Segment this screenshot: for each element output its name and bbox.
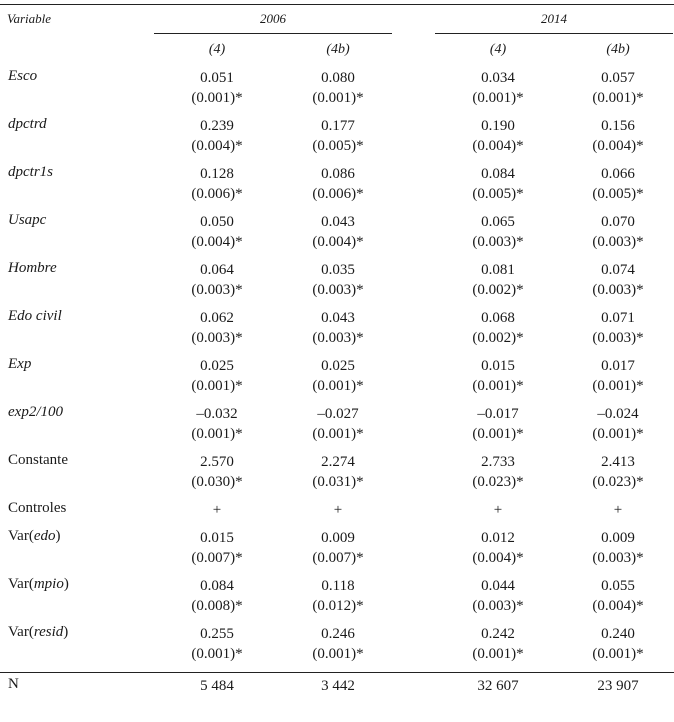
coefficient-value: +	[212, 502, 222, 518]
standard-error-value: (0.003)*	[312, 330, 364, 346]
table-cell	[172, 164, 262, 204]
standard-error-value: (0.003)*	[312, 282, 364, 298]
standard-error-value: (0.003)*	[592, 330, 644, 346]
coefficient-value: 0.084	[200, 578, 234, 594]
table-cell	[573, 356, 663, 396]
table-cell	[172, 452, 262, 492]
table-cell	[453, 528, 543, 568]
table-cell	[573, 308, 663, 348]
table-row	[0, 164, 674, 210]
standard-error-value: (0.004)*	[472, 138, 524, 154]
table-row	[0, 212, 674, 258]
standard-error-value: (0.004)*	[191, 138, 243, 154]
table-row	[0, 116, 674, 162]
coefficient-value: 0.017	[601, 358, 635, 374]
table-row	[0, 576, 674, 622]
table-cell	[453, 116, 543, 156]
coefficient-value: 2.274	[321, 454, 355, 470]
coefficient-value: 0.062	[200, 310, 234, 326]
row-label-italic: Usapc	[8, 212, 47, 228]
table-row	[0, 624, 674, 670]
standard-error-value: (0.001)*	[472, 378, 524, 394]
standard-error-value: (0.002)*	[472, 330, 524, 346]
standard-error-value: (0.006)*	[191, 186, 243, 202]
model-col-header: (4)	[489, 42, 507, 57]
row-label-text: Var(	[8, 624, 34, 640]
coefficient-value: 0.240	[601, 626, 635, 642]
row-label-italic: Exp	[8, 356, 32, 372]
table-cell	[293, 676, 383, 696]
table-cell	[172, 212, 262, 252]
standard-error-value: (0.003)*	[592, 550, 644, 566]
table-row	[0, 356, 674, 402]
standard-error-value: (0.007)*	[191, 550, 243, 566]
standard-error-value: (0.001)*	[312, 378, 364, 394]
table-cell	[293, 68, 383, 108]
row-label	[8, 212, 46, 229]
coefficient-value: 0.044	[481, 578, 515, 594]
coefficient-value: 0.035	[321, 262, 355, 278]
standard-error-value: (0.030)*	[191, 474, 243, 490]
coefficient-value: 2.570	[200, 454, 234, 470]
coefficient-value: –0.032	[196, 406, 238, 422]
row-label-text: Var(	[8, 576, 34, 592]
row-label-italic: Esco	[8, 68, 38, 84]
row-label	[8, 356, 31, 373]
table-cell	[453, 308, 543, 348]
coefficient-value: 0.128	[200, 166, 234, 182]
row-label	[8, 68, 37, 85]
table-cell	[453, 500, 543, 520]
table-row	[0, 676, 674, 722]
standard-error-value: (0.003)*	[592, 282, 644, 298]
table-row	[0, 68, 674, 114]
row-label-text: Controles	[8, 500, 67, 516]
table-cell	[172, 676, 262, 696]
standard-error-value: (0.003)*	[472, 598, 524, 614]
coefficient-value: 3 442	[321, 678, 355, 694]
row-label-italic: resid	[33, 624, 64, 640]
coefficient-value: 0.034	[481, 70, 515, 86]
coefficient-value: 0.025	[321, 358, 355, 374]
standard-error-value: (0.003)*	[191, 282, 243, 298]
coefficient-value: 0.009	[601, 530, 635, 546]
coefficient-value: 2.413	[601, 454, 635, 470]
coefficient-value: 0.255	[200, 626, 234, 642]
coefficient-value: 0.015	[200, 530, 234, 546]
table-cell	[453, 452, 543, 492]
table-cell	[573, 528, 663, 568]
coefficient-value: 0.055	[601, 578, 635, 594]
coefficient-value: 2.733	[481, 454, 515, 470]
table-cell	[573, 68, 663, 108]
coefficient-value: 0.080	[321, 70, 355, 86]
row-label-suffix: )	[55, 528, 61, 544]
row-label-suffix: )	[63, 624, 69, 640]
row-label-italic: Edo civil	[8, 308, 62, 324]
coefficient-value: 0.012	[481, 530, 515, 546]
coefficient-value: 0.043	[321, 214, 355, 230]
table-cell	[293, 308, 383, 348]
coefficient-value: 0.081	[481, 262, 515, 278]
row-label-text: Constante	[8, 452, 68, 468]
coefficient-value: 0.190	[481, 118, 515, 134]
standard-error-value: (0.001)*	[312, 426, 364, 442]
standard-error-value: (0.008)*	[191, 598, 243, 614]
table-cell	[453, 576, 543, 616]
standard-error-value: (0.001)*	[191, 646, 243, 662]
standard-error-value: (0.004)*	[472, 550, 524, 566]
standard-error-value: (0.012)*	[312, 598, 364, 614]
standard-error-value: (0.004)*	[592, 598, 644, 614]
row-label-italic: dpctr1s	[8, 164, 53, 180]
table-cell	[172, 624, 262, 664]
table-row	[0, 452, 674, 498]
table-cell	[293, 356, 383, 396]
row-label	[8, 528, 61, 545]
coefficient-value: 0.043	[321, 310, 355, 326]
standard-error-value: (0.001)*	[592, 378, 644, 394]
table-cell	[293, 404, 383, 444]
coefficient-value: 23 907	[597, 678, 639, 694]
standard-error-value: (0.023)*	[592, 474, 644, 490]
table-cell	[172, 356, 262, 396]
table-row	[0, 528, 674, 574]
row-label	[8, 260, 57, 277]
table-cell	[172, 68, 262, 108]
coefficient-value: 0.239	[200, 118, 234, 134]
row-label-italic: Hombre	[8, 260, 57, 276]
model-col-header: (4b)	[326, 42, 350, 57]
table-cell	[293, 624, 383, 664]
standard-error-value: (0.004)*	[191, 234, 243, 250]
standard-error-value: (0.001)*	[592, 426, 644, 442]
table-cell	[573, 576, 663, 616]
standard-error-value: (0.001)*	[472, 426, 524, 442]
coefficient-value: 0.009	[321, 530, 355, 546]
table-cell	[293, 260, 383, 300]
standard-error-value: (0.006)*	[312, 186, 364, 202]
row-label-italic: mpio	[33, 576, 64, 592]
variable-header: Variable	[7, 11, 52, 26]
table-cell	[573, 676, 663, 696]
coefficient-value: 0.064	[200, 262, 234, 278]
standard-error-value: (0.004)*	[312, 234, 364, 250]
row-label	[8, 164, 53, 181]
row-label	[8, 576, 69, 593]
coefficient-value: 0.051	[200, 70, 234, 86]
table-cell	[293, 528, 383, 568]
standard-error-value: (0.023)*	[472, 474, 524, 490]
table-cell	[293, 164, 383, 204]
standard-error-value: (0.001)*	[191, 378, 243, 394]
coefficient-value: +	[613, 502, 623, 518]
coefficient-value: 0.015	[481, 358, 515, 374]
standard-error-value: (0.007)*	[312, 550, 364, 566]
coefficient-value: 0.074	[601, 262, 635, 278]
coefficient-value: 5 484	[200, 678, 234, 694]
row-label	[8, 624, 68, 641]
coefficient-value: 0.084	[481, 166, 515, 182]
coefficient-value: 0.025	[200, 358, 234, 374]
standard-error-value: (0.001)*	[312, 646, 364, 662]
table-cell	[172, 260, 262, 300]
coefficient-value: 0.050	[200, 214, 234, 230]
table-cell	[573, 452, 663, 492]
table-cell	[453, 404, 543, 444]
table-cell	[172, 576, 262, 616]
table-cell	[293, 116, 383, 156]
table-cell	[453, 164, 543, 204]
row-label-suffix: )	[63, 576, 69, 592]
row-label	[8, 676, 19, 693]
table-top-rule	[0, 4, 674, 5]
table-cell	[172, 500, 262, 520]
standard-error-value: (0.001)*	[472, 646, 524, 662]
standard-error-value: (0.001)*	[191, 90, 243, 106]
standard-error-value: (0.001)*	[472, 90, 524, 106]
coefficient-value: 0.070	[601, 214, 635, 230]
coefficient-value: 0.071	[601, 310, 635, 326]
row-label	[8, 452, 68, 469]
table-cell	[573, 500, 663, 520]
coefficient-value: 0.066	[601, 166, 635, 182]
row-label-text: Var(	[8, 528, 34, 544]
row-label-italic: exp2/100	[8, 404, 63, 420]
coefficient-value: –0.024	[597, 406, 639, 422]
coefficient-value: 0.177	[321, 118, 355, 134]
coefficient-value: 0.057	[601, 70, 635, 86]
table-cell	[573, 260, 663, 300]
coefficient-value: –0.017	[477, 406, 519, 422]
coefficient-value: 0.118	[321, 578, 355, 594]
year-2014-header: 2014	[541, 11, 567, 26]
table-cell	[573, 404, 663, 444]
row-label	[8, 116, 47, 133]
table-row	[0, 404, 674, 450]
table-cell	[172, 308, 262, 348]
standard-error-value: (0.002)*	[472, 282, 524, 298]
standard-error-value: (0.003)*	[191, 330, 243, 346]
standard-error-value: (0.001)*	[191, 426, 243, 442]
model-col-header: (4)	[208, 42, 226, 57]
table-cell	[453, 260, 543, 300]
row-label	[8, 500, 66, 517]
table-cell	[453, 624, 543, 664]
table-cell	[293, 452, 383, 492]
table-row	[0, 308, 674, 354]
table-cell	[172, 528, 262, 568]
standard-error-value: (0.005)*	[472, 186, 524, 202]
coefficient-value: +	[493, 502, 503, 518]
table-cell	[172, 404, 262, 444]
coefficient-value: 0.065	[481, 214, 515, 230]
coefficient-value: 0.246	[321, 626, 355, 642]
table-cell	[453, 68, 543, 108]
table-cell	[573, 164, 663, 204]
row-label-italic: dpctrd	[8, 116, 47, 132]
coefficient-value: 0.086	[321, 166, 355, 182]
table-cell	[453, 212, 543, 252]
coefficient-value: 32 607	[477, 678, 519, 694]
table-cell	[293, 576, 383, 616]
standard-error-value: (0.003)*	[472, 234, 524, 250]
coefficient-value: –0.027	[317, 406, 359, 422]
row-label	[8, 404, 63, 421]
coefficient-value: 0.068	[481, 310, 515, 326]
standard-error-value: (0.005)*	[312, 138, 364, 154]
table-cell	[453, 676, 543, 696]
coefficient-value: +	[333, 502, 343, 518]
n-separator-rule	[0, 672, 674, 673]
table-cell	[293, 212, 383, 252]
table-cell	[573, 624, 663, 664]
table-cell	[293, 500, 383, 520]
standard-error-value: (0.003)*	[592, 234, 644, 250]
table-row	[0, 260, 674, 306]
row-label-text: N	[8, 676, 19, 692]
year-2006-span-rule	[154, 33, 392, 34]
row-label-italic: edo	[33, 528, 56, 544]
standard-error-value: (0.001)*	[592, 90, 644, 106]
year-2006-header: 2006	[260, 11, 286, 26]
table-cell	[573, 212, 663, 252]
table-cell	[453, 356, 543, 396]
coefficient-value: 0.156	[601, 118, 635, 134]
standard-error-value: (0.005)*	[592, 186, 644, 202]
row-label	[8, 308, 62, 325]
model-col-header: (4b)	[606, 42, 630, 57]
standard-error-value: (0.031)*	[312, 474, 364, 490]
standard-error-value: (0.001)*	[312, 90, 364, 106]
standard-error-value: (0.004)*	[592, 138, 644, 154]
standard-error-value: (0.001)*	[592, 646, 644, 662]
table-cell	[573, 116, 663, 156]
year-2014-span-rule	[435, 33, 673, 34]
table-cell	[172, 116, 262, 156]
coefficient-value: 0.242	[481, 626, 515, 642]
